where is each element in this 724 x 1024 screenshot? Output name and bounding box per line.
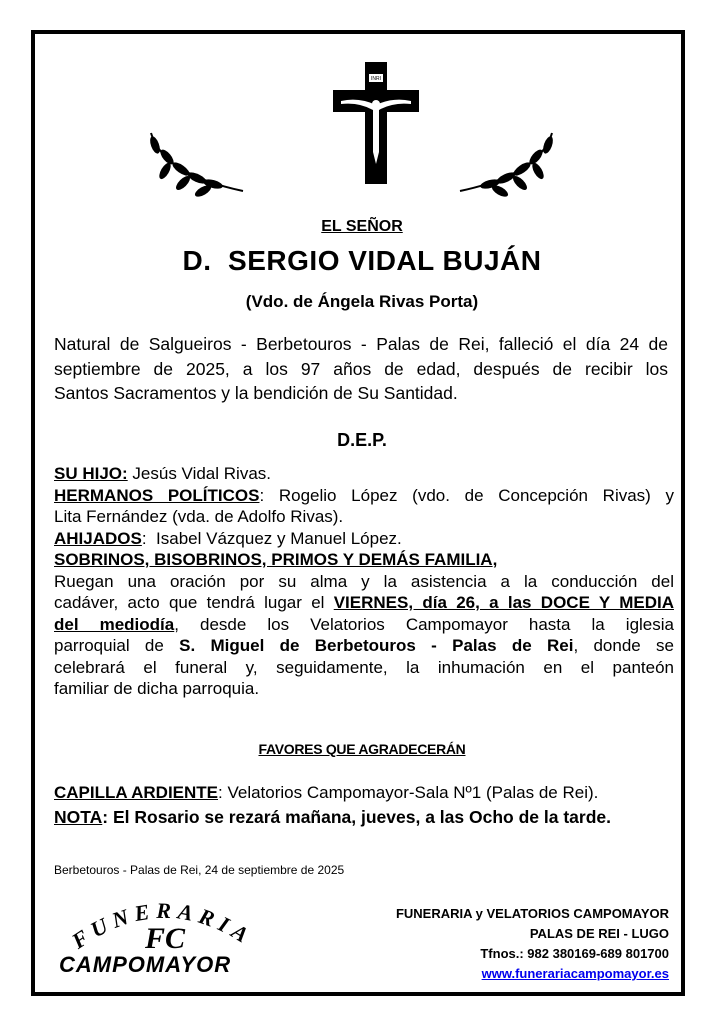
hermanos-value: : Rogelio López (vdo. de Concepción Rivas) y bbox=[259, 485, 675, 505]
church-name: S. Miguel de Berbetouros - Palas de Rei bbox=[179, 636, 574, 655]
nota-line bbox=[54, 807, 684, 828]
body-line: Ruegan una oración por su alma y la asistencia a la conducción del bbox=[54, 571, 674, 591]
contact-company: FUNERARIA y VELATORIOS CAMPOMAYOR bbox=[395, 906, 669, 921]
date-line: Berbetouros - Palas de Rei, 24 de septiembre de 2025 bbox=[54, 863, 345, 877]
body-line: , donde se bbox=[573, 636, 674, 655]
sobrinos-label: SOBRINOS, BISOBRINOS, PRIMOS Y DEMÁS FAMILIA bbox=[54, 550, 493, 569]
title-small: EL SEÑOR bbox=[321, 218, 403, 235]
family-block bbox=[54, 463, 674, 700]
inri-sign: INRI bbox=[371, 76, 381, 82]
logo-word: CAMPOMAYOR bbox=[59, 952, 232, 977]
intro-line: Santos Sacramentos y la bendición de Su Santidad. bbox=[54, 383, 458, 403]
intro-line: Natural de Salgueiros - Berbetouros - Palas de Rei, falleció el día 24 de bbox=[54, 334, 668, 354]
capilla-line bbox=[54, 781, 684, 805]
laurel-left-icon bbox=[143, 129, 253, 199]
logo-arc-text: FUNERARIA bbox=[67, 897, 259, 954]
funeraria-logo bbox=[55, 894, 275, 954]
ceremony-time-cont: del mediodía bbox=[54, 614, 175, 634]
capilla-label: CAPILLA ARDIENTE bbox=[54, 783, 219, 802]
laurel-right-icon bbox=[450, 129, 560, 199]
ahijados-label: AHIJADOS bbox=[54, 528, 142, 548]
notice-frame bbox=[31, 30, 685, 996]
capilla-value: : Velatorios Campomayor-Sala Nº1 (Palas de Rei). bbox=[218, 783, 599, 802]
contact-block bbox=[339, 904, 669, 984]
hermanos-label: HERMANOS POLÍTICOS bbox=[54, 485, 260, 505]
body-line: , desde los Velatorios Campomayor hasta la iglesia bbox=[174, 614, 674, 634]
body-line: celebrará el funeral y, seguidamente, la inhumación en el panteón bbox=[54, 657, 674, 677]
hermanos-value-cont: Lita Fernández (vda. de Adolfo Rivas). bbox=[54, 507, 344, 526]
contact-location: PALAS DE REI - LUGO bbox=[529, 926, 669, 941]
nota-value: : El Rosario se rezará mañana, jueves, a las Ocho de la tarde. bbox=[102, 807, 611, 827]
crucifix-icon bbox=[329, 60, 423, 186]
deceased-name: D. SERGIO VIDAL BUJÁN bbox=[182, 245, 542, 276]
dep-heading: D.E.P. bbox=[337, 430, 387, 450]
widow-note: (Vdo. de Ángela Rivas Porta) bbox=[245, 292, 479, 311]
nota-label: NOTA bbox=[54, 807, 103, 827]
intro-line: septiembre de 2025, a los 97 años de edad, después de recibir los bbox=[54, 358, 668, 379]
contact-phones: Tfnos.: 982 380169-689 801700 bbox=[480, 946, 669, 961]
hijo-label: SU HIJO: bbox=[54, 464, 128, 483]
hijo-value: Jesús Vidal Rivas. bbox=[127, 464, 271, 483]
ahijados-value: : Isabel Vázquez y Manuel López. bbox=[141, 528, 402, 548]
intro-paragraph bbox=[54, 332, 668, 406]
body-line: familiar de dicha parroquia. bbox=[54, 679, 260, 698]
body-line: parroquial de bbox=[54, 636, 180, 655]
body-line: cadáver, acto que tendrá lugar el bbox=[54, 593, 334, 612]
sobrinos-comma: , bbox=[492, 550, 498, 569]
website-link[interactable]: www.funerariacampomayor.es bbox=[481, 966, 669, 981]
logo-monogram: FC bbox=[144, 922, 186, 954]
ceremony-time: VIERNES, día 26, a las DOCE Y MEDIA bbox=[333, 593, 674, 612]
favores-heading: FAVORES QUE AGRADECERÁN bbox=[258, 741, 466, 757]
